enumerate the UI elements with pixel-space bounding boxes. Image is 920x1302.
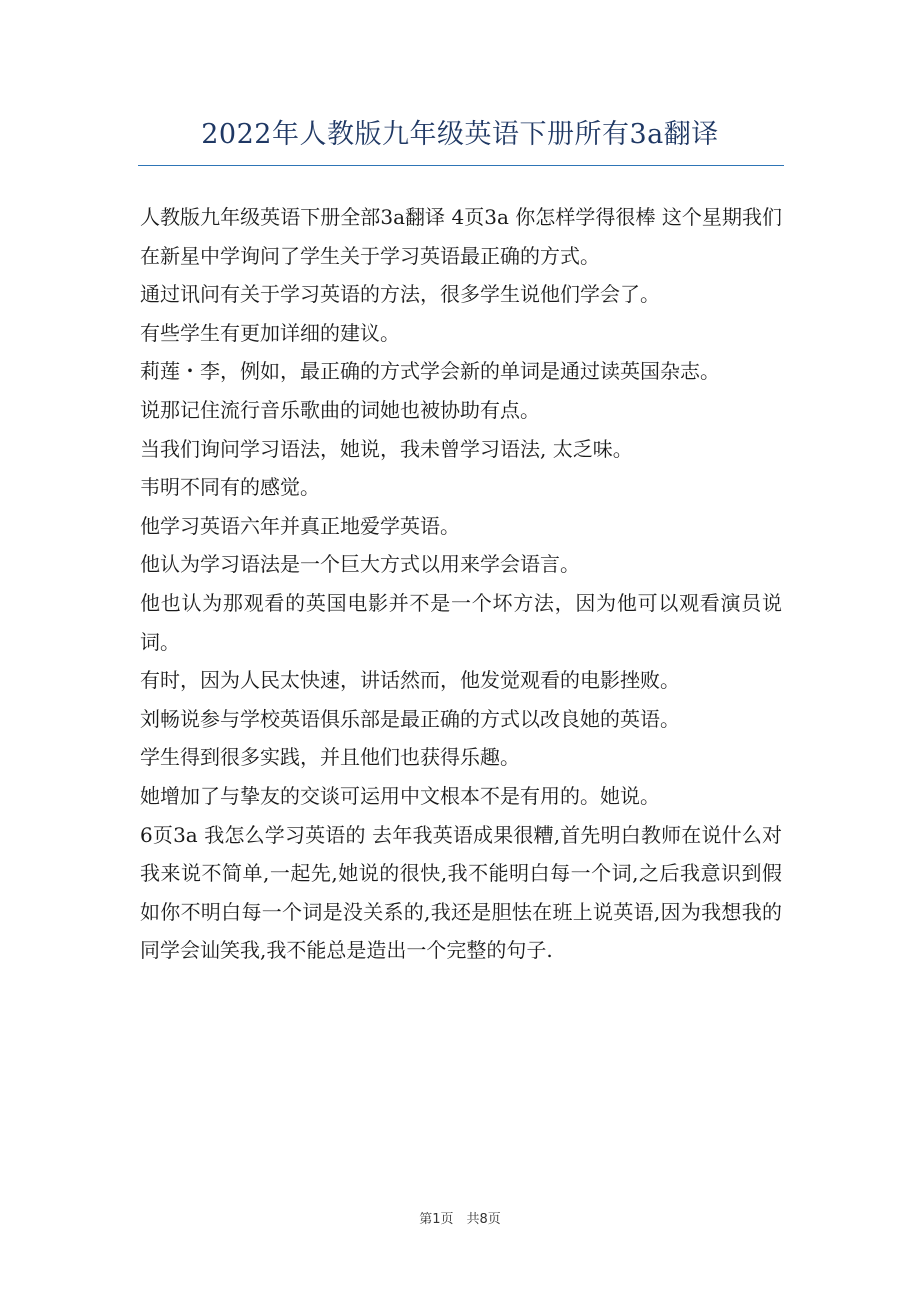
paragraph: 6页3a 我怎么学习英语的 去年我英语成果很糟,首先明白教师在说什么对我来说不简单,一起先,她说的很快,我不能明白每一个词,之后我意识到假如你不明白每一个词是没关系的,我还是胆怯在班上说英语,因为我想我的同学会讪笑我,我不能总是造出一个完整的句子. [140, 822, 782, 963]
paragraph: 学生得到很多实践，并且他们也获得乐趣。 [140, 745, 520, 770]
paragraph: 人教版九年级英语下册全部3a翻译 4页3a 你怎样学得很棒 这个星期我们在新星中学询问了学生关于学习英语最正确的方式。 [140, 205, 782, 268]
paragraph: 她增加了与挚友的交谈可运用中文根本不是有用的。她说。 [140, 783, 660, 808]
paragraph: 通过讯问有关于学习英语的方法，很多学生说他们学会了。 [140, 282, 660, 307]
paragraph: 刘畅说参与学校英语俱乐部是最正确的方式以改良她的英语。 [140, 706, 680, 731]
page-title: 2022年人教版九年级英语下册所有3a翻译 [201, 119, 719, 150]
paragraph: 他认为学习语法是一个巨大方式以用来学会语言。 [140, 552, 580, 577]
paragraph: 莉莲・李，例如，最正确的方式学会新的单词是通过读英国杂志。 [140, 359, 720, 384]
title-divider [138, 165, 784, 166]
paragraph: 当我们询问学习语法，她说，我未曾学习语法, 太乏味。 [140, 436, 633, 461]
document-body [140, 198, 782, 970]
paragraph: 他学习英语六年并真正地爱学英语。 [140, 513, 460, 538]
page-footer: 第1页 共8页 [419, 1212, 501, 1227]
paragraph: 说那记住流行音乐歌曲的词她也被协助有点。 [140, 397, 540, 422]
paragraph: 有时，因为人民太快速，讲话然而，他发觉观看的电影挫败。 [140, 668, 680, 693]
paragraph: 有些学生有更加详细的建议。 [140, 320, 400, 345]
paragraph: 他也认为那观看的英国电影并不是一个坏方法，因为他可以观看演员说词。 [140, 590, 782, 654]
paragraph: 韦明不同有的感觉。 [140, 475, 320, 500]
